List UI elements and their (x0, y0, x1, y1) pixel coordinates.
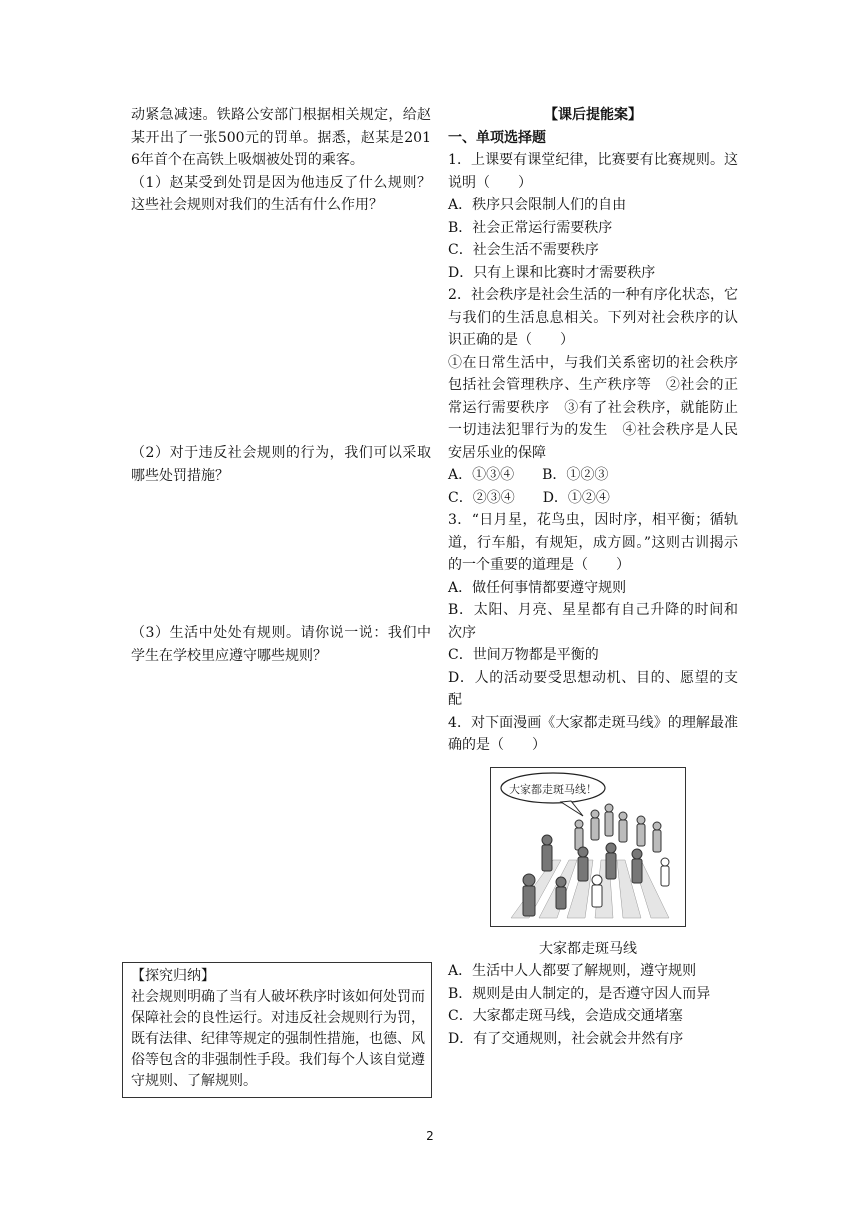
question-2-prompt: （2）对于违反社会规则的行为，我们可以采取哪些处罚措施？ (131, 445, 431, 484)
mc-q4-options (448, 960, 738, 1050)
mc-q3-option-c: C．世间万物都是平衡的 (448, 647, 599, 663)
section-title: 【课后提能案】 (544, 107, 642, 123)
left-column (131, 104, 431, 217)
mc-q3-option-d: D．人的活动要受思想动机、目的、愿望的支配 (448, 669, 738, 708)
mc-q1-option-d: D．只有上课和比赛时才需要秩序 (448, 264, 656, 281)
mc-q4-option-b: B．规则是由人制定的，是否遵守因人而异 (448, 985, 711, 1002)
mc-q4-option-a: A．生活中人人都要了解规则，遵守规则 (448, 963, 697, 979)
mc-q3-option-b: B．太阳、月亮、星星都有自己升降的时间和次序 (448, 602, 738, 641)
summary-text: 社会规则明确了当有人破坏秩序时该如何处罚而保障社会的良性运行。对违反社会规则行为罚，既有法律、纪律等规定的强制性措施，也德、风俗等包含的非强制性手段。我们每个人该自觉遵守规则、了解规则。 (131, 989, 425, 1089)
mc-q1-option-b: B．社会正常运行需要秩序 (448, 219, 613, 236)
page-number: 2 (426, 1129, 434, 1143)
zebra-crossing-cartoon (490, 767, 686, 927)
mc-question-4-stem: 4．对下面漫画《大家都走斑马线》的理解最准确的是（ ） (448, 714, 738, 753)
mc-q1-option-a: A．秩序只会限制人们的自由 (448, 197, 627, 213)
right-column (448, 104, 738, 757)
cartoon-illustration (491, 768, 685, 926)
summary-box (122, 962, 432, 1098)
cartoon-caption: 大家都走斑马线 (539, 941, 637, 957)
mc-question-1-stem: 1．上课要有课堂纪律，比赛要有比赛规则。这说明（ ） (448, 152, 738, 191)
summary-title: 【探究归纳】 (131, 968, 215, 984)
mc-question-2-stem: 2．社会秩序是社会生活的一种有序化状态，它与我们的生活息息相关。下列对社会秩序的认识正确的是（ ） (448, 287, 738, 348)
left-q2-block (131, 442, 431, 487)
mc-q2-statements: ①在日常生活中，与我们关系密切的社会秩序包括社会管理秩序、生产秩序等 ②社会的正常运行需要秩序 ③有了社会秩序，就能防止一切违法犯罪行为的发生 ④社会秩序是人民安居乐业的保障 (448, 354, 738, 461)
mc-q2-options-row-1: A．①③④ B．①②③ (448, 467, 609, 483)
part-title: 一、单项选择题 (448, 129, 546, 146)
left-q3-block (131, 622, 431, 667)
mc-q4-option-d: D．有了交通规则，社会就会井然有序 (448, 1030, 684, 1047)
mc-q4-option-c: C．大家都走斑马线，会造成交通堵塞 (448, 1008, 683, 1024)
question-3-prompt: （3）生活中处处有规则。请你说一说：我们中学生在学校里应遵守哪些规则？ (131, 625, 431, 664)
mc-q1-option-c: C．社会生活不需要秩序 (448, 242, 599, 258)
cartoon-bubble-text: 大家都走斑马线！ (509, 783, 597, 796)
question-1-prompt: （1）赵某受到处罚是因为他违反了什么规则？这些社会规则对我们的生活有什么作用？ (131, 174, 431, 213)
mc-question-3-stem: 3．“日月星，花鸟虫，因时序，相平衡；循轨道，行车船，有规矩，成方圆。”这则古训揭示的一个重要的道理是（ ） (448, 512, 738, 573)
mc-q3-option-a: A．做任何事情都要遵守规则 (448, 579, 627, 596)
mc-q2-options-row-2: C．②③④ D．①②④ (448, 489, 610, 506)
case-intro-text: 动紧急减速。铁路公安部门根据相关规定，给赵某开出了一张500元的罚单。据悉，赵某是2016年首个在高铁上吸烟被处罚的乘客。 (131, 107, 431, 168)
